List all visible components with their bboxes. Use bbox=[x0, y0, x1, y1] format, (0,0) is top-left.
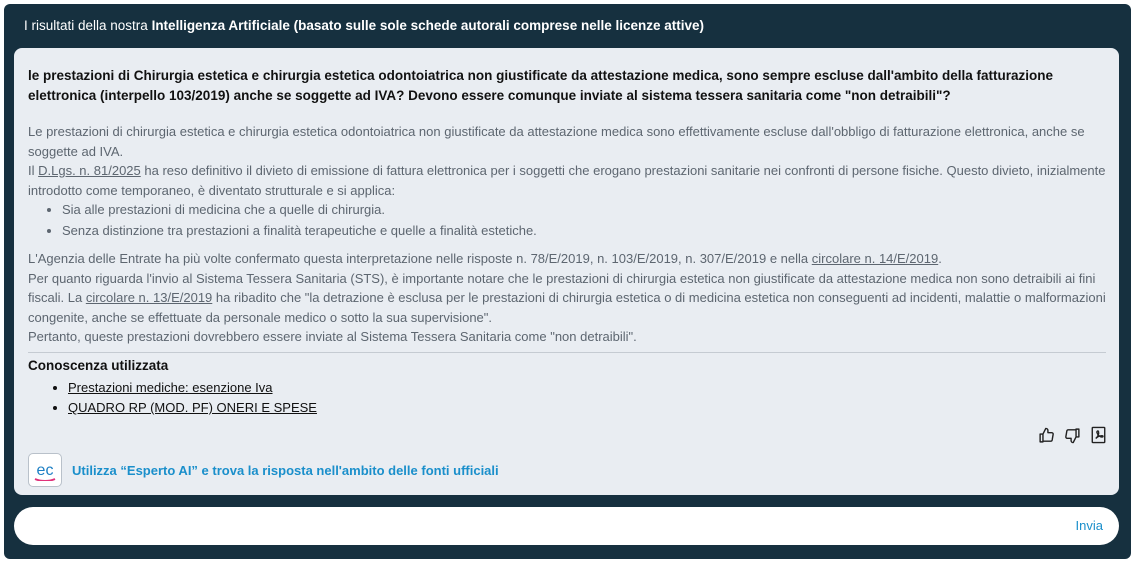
ai-results-panel bbox=[4, 4, 1131, 559]
expert-ai-link[interactable]: Utilizza “Esperto AI” e trova la risposta nell'ambito delle fonti ufficiali bbox=[72, 462, 499, 478]
answer-card bbox=[14, 48, 1119, 495]
answer-bullets bbox=[28, 200, 1113, 240]
question-text: le prestazioni di Chirurgia estetica e chirurgia estetica odontoiatrica non giustificate da attestazione medica, sono sempre escluse dall'ambito della fatturazione elettronica (interpello 103/2019) anche se soggette ad IVA? Devono essere comunque inviate al sistema tessera sanitaria come "non detraibili"? bbox=[28, 68, 1053, 103]
chat-input[interactable] bbox=[32, 515, 1056, 539]
thumbs-down-icon[interactable] bbox=[1063, 426, 1081, 444]
thumbs-up-icon[interactable] bbox=[1037, 426, 1055, 444]
circolare-14-link[interactable]: circolare n. 14/E/2019 bbox=[811, 251, 939, 266]
answer-paragraph-2 bbox=[28, 161, 1113, 200]
panel-header bbox=[24, 18, 704, 33]
answer-p4-pre: Per quanto riguarda l'invio al Sistema Tessera Sanitaria (STS), è importante notare che le prestazioni di chirurgia estetica non giustificate da attestazione medica non sono detraibili ai fini fiscali. La bbox=[28, 270, 1096, 305]
answer-paragraph-5: Pertanto, queste prestazioni dovrebbero essere inviate al Sistema Tessera Sanitaria come "non detraibili". bbox=[28, 329, 637, 344]
answer-bullet: • Senza distinzione tra prestazioni a finalità terapeutiche e quelle a finalità estetiche. bbox=[62, 221, 1113, 241]
knowledge-item[interactable] bbox=[68, 378, 317, 398]
answer-body bbox=[28, 122, 1113, 347]
answer-paragraph-4 bbox=[28, 269, 1113, 328]
pdf-icon[interactable] bbox=[1089, 426, 1107, 444]
expert-logo bbox=[28, 453, 62, 487]
svg-text:ec: ec bbox=[36, 462, 54, 479]
chat-input-bar bbox=[14, 507, 1119, 545]
header-bold: Intelligenza Artificiale (basato sulle sole schede autorali comprese nelle licenze attive) bbox=[151, 18, 705, 33]
send-button[interactable]: Invia bbox=[1075, 518, 1103, 533]
knowledge-item[interactable] bbox=[68, 398, 317, 418]
answer-p3-post: . bbox=[938, 251, 942, 266]
feedback-actions bbox=[1037, 426, 1107, 444]
expert-ai-promo[interactable] bbox=[28, 453, 499, 487]
dlgs-link[interactable]: D.Lgs. n. 81/2025 bbox=[38, 163, 141, 178]
answer-paragraph-3 bbox=[28, 249, 1113, 269]
knowledge-link[interactable]: QUADRO RP (MOD. PF) ONERI E SPESE bbox=[68, 400, 317, 415]
answer-p2-post: ha reso definitivo il divieto di emissione di fattura elettronica per i soggetti che erogano prestazioni sanitarie nei confronti di persone fisiche. Questo divieto, inizialmente introdotto come temporaneo, è diventato strutturale e si applica: bbox=[28, 163, 1106, 198]
answer-bullet: • Sia alle prestazioni di medicina che a quelle di chirurgia. bbox=[62, 200, 1113, 220]
divider bbox=[28, 352, 1106, 353]
answer-p3-pre: L'Agenzia delle Entrate ha più volte confermato questa interpretazione nelle risposte n. 78/E/2019, n. 103/E/2019, n. 307/E/2019 e nella bbox=[28, 251, 812, 266]
answer-p4-post: ha ribadito che "la detrazione è esclusa per le prestazioni di chirurgia estetica o di medicina estetica non conseguenti ad incidenti, malattie o malformazioni congenite, anche se effettuate da personale medico o sotto la sua supervisione". bbox=[28, 290, 1106, 325]
knowledge-list bbox=[28, 378, 317, 418]
knowledge-link[interactable]: Prestazioni mediche: esenzione Iva bbox=[68, 380, 273, 395]
answer-paragraph-1: Le prestazioni di chirurgia estetica e chirurgia estetica odontoiatrica non giustificate da attestazione medica sono effettivamente escluse dall'obbligo di fatturazione elettronica, anche se soggette ad IVA. bbox=[28, 124, 1085, 159]
header-prefix: I risultati della nostra bbox=[24, 18, 152, 33]
ec-logo-icon bbox=[31, 459, 59, 481]
circolare-13-link[interactable]: circolare n. 13/E/2019 bbox=[85, 290, 213, 305]
answer-p2-pre: Il bbox=[28, 163, 39, 178]
knowledge-title: Conoscenza utilizzata bbox=[28, 358, 169, 373]
